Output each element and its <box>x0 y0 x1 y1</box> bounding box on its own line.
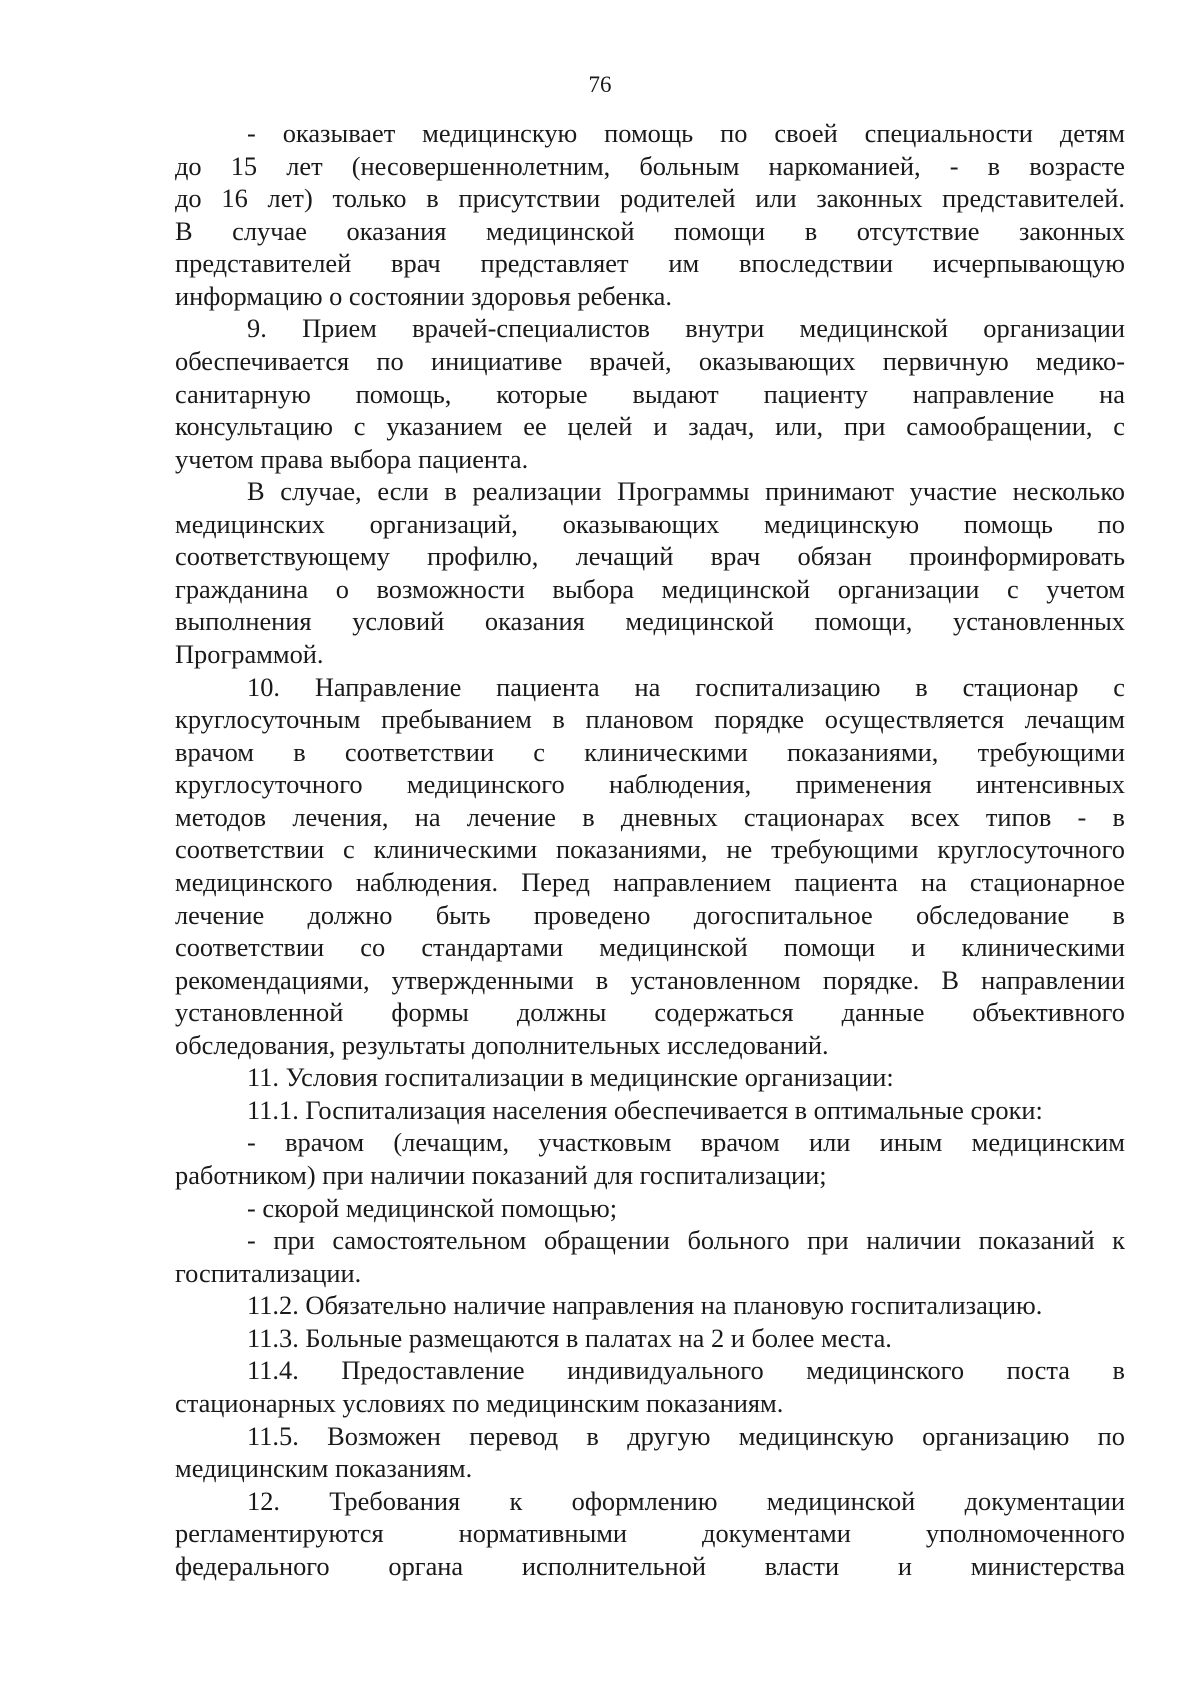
text-line: 11.2. Обязательно наличие направления на плановую госпитализацию. <box>247 1290 1043 1321</box>
text-line: медицинских организаций, оказывающих медицинскую помощь по <box>175 508 1125 539</box>
paragraph <box>175 475 1125 670</box>
paragraph <box>175 1289 1125 1322</box>
paragraph <box>175 1485 1125 1583</box>
text-line: федерального органа исполнительной власти и министерства <box>175 1550 1125 1581</box>
text-line: консультацию с указанием ее целей и задач, или, при самообращении, с <box>175 411 1125 442</box>
text-line: 11.3. Больные размещаются в палатах на 2 и более места. <box>247 1322 892 1353</box>
text-line: медицинского наблюдения. Перед направлением пациента на стационарное <box>175 866 1125 897</box>
text-line: стационарных условиях по медицинским показаниям. <box>175 1387 784 1418</box>
text-line: круглосуточного медицинского наблюдения, применения интенсивных <box>175 769 1125 800</box>
paragraph <box>175 1224 1125 1289</box>
text-line: 11.4. Предоставление индивидуального медицинского поста в <box>247 1355 1125 1386</box>
text-line: методов лечения, на лечение в дневных стационарах всех типов - в <box>175 801 1125 832</box>
text-line: учетом права выбора пациента. <box>175 443 529 474</box>
text-line: соответствующему профилю, лечащий врач обязан проинформировать <box>175 541 1125 572</box>
text-line: В случае, если в реализации Программы принимают участие несколько <box>247 476 1125 507</box>
text-line: установленной формы должны содержаться данные объективного <box>175 997 1125 1028</box>
paragraph <box>175 1094 1125 1127</box>
text-line: - скорой медицинской помощью; <box>247 1192 618 1223</box>
text-line: информацию о состоянии здоровья ребенка. <box>175 280 672 311</box>
text-line: гражданина о возможности выбора медицинской организации с учетом <box>175 573 1125 604</box>
text-line: 11.5. Возможен перевод в другую медицинскую организацию по <box>247 1420 1125 1451</box>
text-line: до 15 лет (несовершеннолетним, больным наркоманией, - в возрасте <box>175 150 1125 181</box>
paragraph <box>175 312 1125 475</box>
text-line: круглосуточным пребыванием в плановом порядке осуществляется лечащим <box>175 704 1125 735</box>
text-line: лечение должно быть проведено догоспитальное обследование в <box>175 899 1125 930</box>
paragraph <box>175 671 1125 1062</box>
text-line: обеспечивается по инициативе врачей, оказывающих первичную медико- <box>175 345 1125 376</box>
text-line: представителей врач представляет им впоследствии исчерпывающую <box>175 248 1125 279</box>
text-line: соответствии со стандартами медицинской помощи и клиническими <box>175 932 1125 963</box>
paragraph <box>175 1061 1125 1094</box>
text-line: медицинским показаниям. <box>175 1453 473 1484</box>
text-line: рекомендациями, утвержденными в установленном порядке. В направлении <box>175 964 1125 995</box>
text-line: - врачом (лечащим, участковым врачом или иным медицинским <box>247 1127 1125 1158</box>
text-line: врачом в соответствии с клиническими показаниями, требующими <box>175 736 1125 767</box>
text-line: санитарную помощь, которые выдают пациенту направление на <box>175 378 1125 409</box>
text-line: Программой. <box>175 639 324 669</box>
page-number: 76 <box>588 72 612 97</box>
paragraph <box>175 1322 1125 1355</box>
text-line: - при самостоятельном обращении больного при наличии показаний к <box>247 1225 1125 1256</box>
paragraph <box>175 1354 1125 1419</box>
text-line: 12. Требования к оформлению медицинской документации <box>247 1485 1125 1516</box>
paragraph <box>175 117 1125 312</box>
text-line: 11. Условия госпитализации в медицинские организации: <box>247 1062 894 1093</box>
text-line: работником) при наличии показаний для госпитализации; <box>175 1160 827 1190</box>
text-line: 11.1. Госпитализация населения обеспечивается в оптимальные сроки: <box>247 1094 1043 1125</box>
paragraph <box>175 1192 1125 1225</box>
text-line: регламентируются нормативными документами уполномоченного <box>175 1518 1125 1549</box>
text-line: госпитализации. <box>175 1257 362 1288</box>
text-line: до 16 лет) только в присутствии родителей или законных представителей. <box>175 183 1125 214</box>
text-line: обследования, результаты дополнительных исследований. <box>175 1029 829 1060</box>
text-line: 10. Направление пациента на госпитализацию в стационар с <box>247 671 1125 702</box>
paragraph <box>175 1420 1125 1485</box>
text-line: - оказывает медицинскую помощь по своей специальности детям <box>247 118 1125 148</box>
text-line: В случае оказания медицинской помощи в отсутствие законных <box>175 215 1125 246</box>
text-line: 9. Прием врачей-специалистов внутри медицинской организации <box>247 313 1125 344</box>
document-body <box>175 117 1125 1582</box>
text-line: соответствии с клиническими показаниями, не требующими круглосуточного <box>175 834 1125 865</box>
text-line: выполнения условий оказания медицинской помощи, установленных <box>175 606 1125 637</box>
paragraph <box>175 1126 1125 1191</box>
